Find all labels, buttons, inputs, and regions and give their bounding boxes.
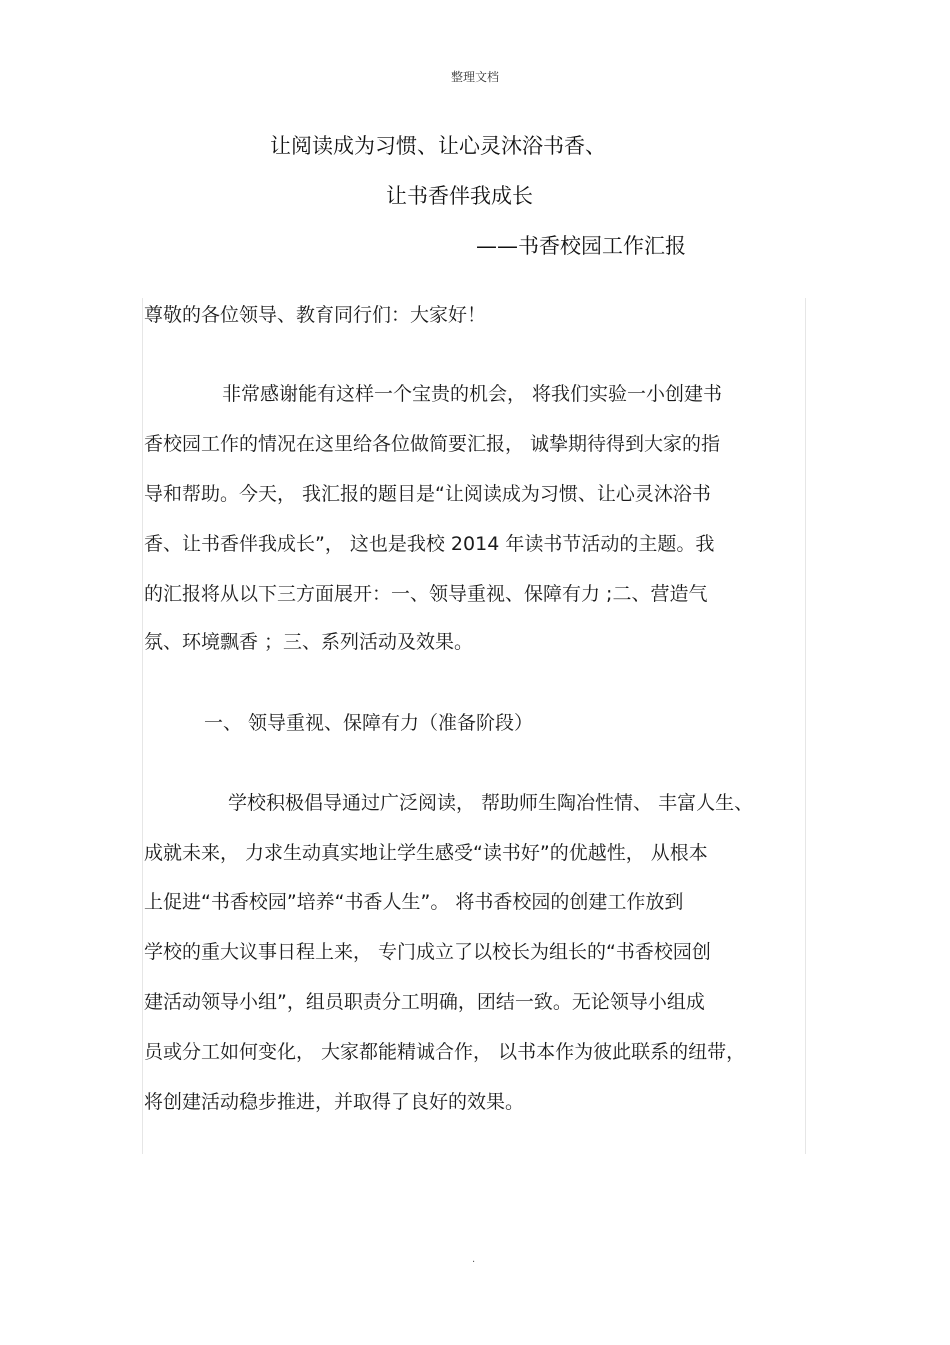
paragraph-2-line-2: 成就未来， 力求生动真实地让学生感受“读书好”的优越性， 从根本 <box>144 842 708 864</box>
paragraph-1-line-6: 氛、环境飘香 ；三、系列活动及效果。 <box>144 631 474 653</box>
document-title-line-2: 让书香伴我成长 <box>386 184 533 208</box>
page-mark: . <box>472 1254 476 1265</box>
paragraph-2-line-5: 建活动领导小组”，组员职责分工明确，团结一致。无论领导小组成 <box>144 991 705 1013</box>
document-header-label: 整理文档 <box>450 70 499 84</box>
salutation: 尊敬的各位领导、教育同行们：大家好！ <box>144 304 487 326</box>
paragraph-1-line-5: 的汇报将从以下三方面展开：一、领导重视、保障有力 ;二、营造气 <box>144 583 708 605</box>
section-heading-1: 一、 领导重视、保障有力（准备阶段） <box>204 712 534 734</box>
paragraph-2-line-1: 学校积极倡导通过广泛阅读， 帮助师生陶冶性情、 丰富人生、 <box>228 792 754 814</box>
paragraph-1-line-3: 导和帮助。今天， 我汇报的题目是“让阅读成为习惯、让心灵沐浴书 <box>144 483 711 505</box>
document-subtitle: ——书香校园工作汇报 <box>476 234 686 258</box>
document-title-line-1: 让阅读成为习惯、让心灵沐浴书香、 <box>270 134 606 158</box>
paragraph-2-line-7: 将创建活动稳步推进，并取得了良好的效果。 <box>144 1091 525 1113</box>
paragraph-2-line-6: 员或分工如何变化， 大家都能精诚合作， 以书本作为彼此联系的纽带， <box>144 1041 746 1063</box>
paragraph-2-line-4: 学校的重大议事日程上来， 专门成立了以校长为组长的“书香校园创 <box>144 941 711 963</box>
paragraph-1-line-1: 非常感谢能有这样一个宝贵的机会， 将我们实验一小创建书 <box>222 383 723 405</box>
paragraph-1-line-4: 香、让书香伴我成长”， 这也是我校 2014 年读书节活动的主题。我 <box>144 533 715 555</box>
paragraph-1-line-2: 香校园工作的情况在这里给各位做简要汇报， 诚挚期待得到大家的指 <box>144 433 721 455</box>
paragraph-2-line-3: 上促进“书香校园”培养“书香人生”。 将书香校园的创建工作放到 <box>144 891 684 913</box>
